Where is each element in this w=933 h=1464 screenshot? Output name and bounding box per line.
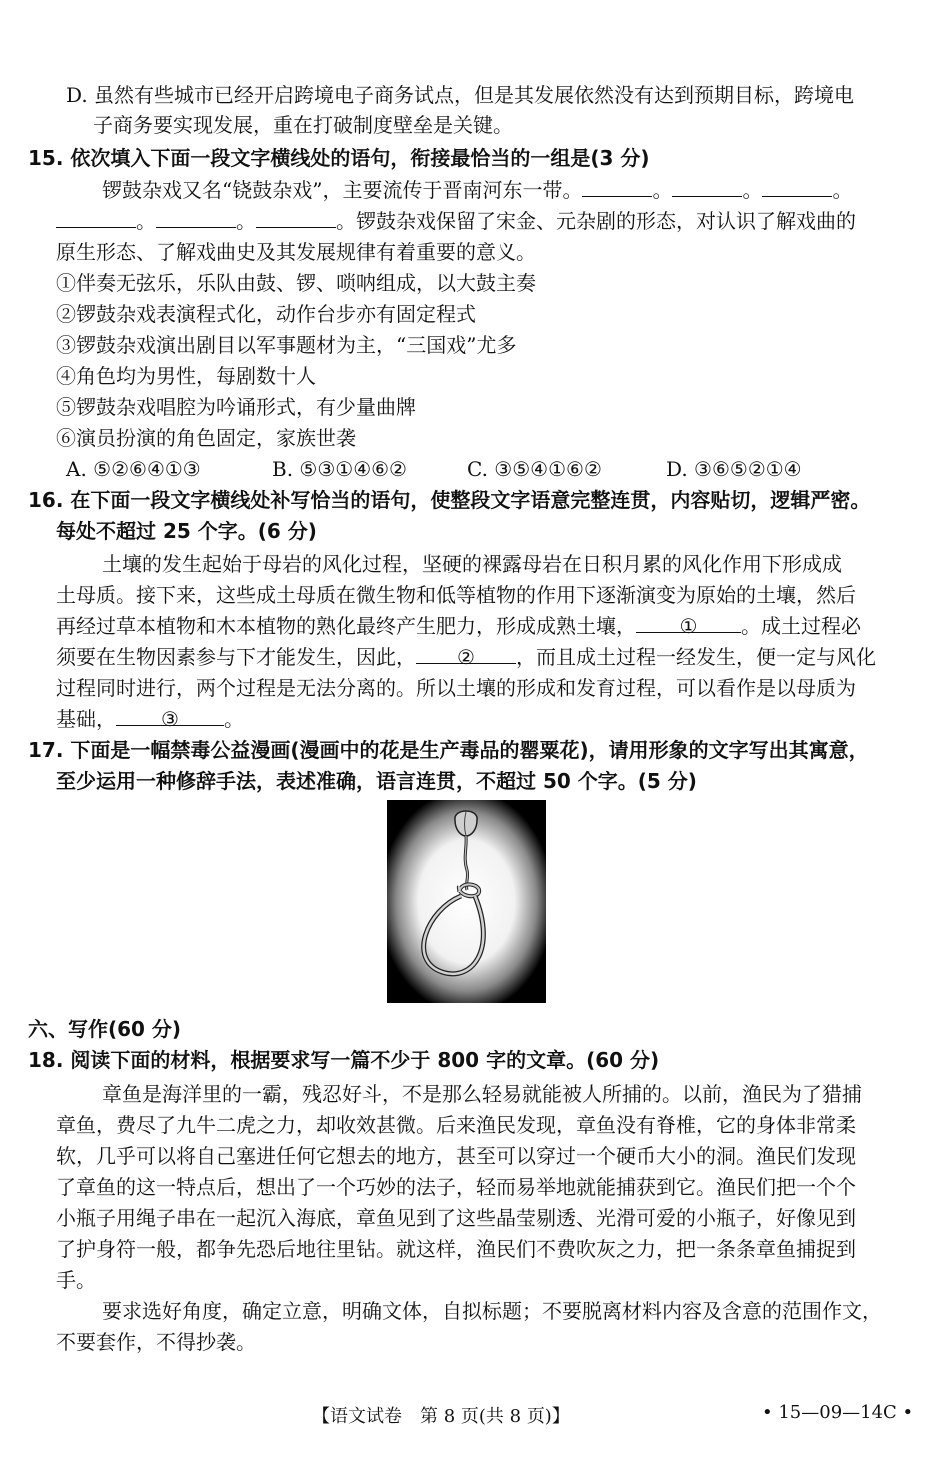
q16-para-line5: 过程同时进行，两个过程是无法分离的。所以土壤的形成和发育过程，可以看作是以母质为 (56, 676, 856, 700)
q18-material-line7: 手。 (56, 1268, 96, 1292)
q18-material-line4: 了章鱼的这一特点后，想出了一个巧妙的法子，轻而易举地就能捕获到它。渔民们把一个个 (56, 1175, 856, 1199)
q15-option-c: C. ③⑤④①⑥② (467, 457, 602, 481)
q16-para-line6: 基础， ③ 。 (56, 707, 244, 731)
q15-blank (762, 178, 832, 197)
q18-material-line1: 章鱼是海洋里的一霸，残忍好斗，不是那么轻易就能被人所捕的。以前，渔民为了猎捕 (102, 1082, 862, 1106)
q15-paragraph-end: 原生形态、了解戏曲史及其发展规律有着重要的意义。 (56, 240, 536, 264)
q15-blank (256, 209, 336, 228)
q15-paragraph-start: 锣鼓杂戏又名“铙鼓杂戏”，主要流传于晋南河东一带。 (102, 178, 583, 202)
q15-blank (156, 209, 236, 228)
q18-requirement-line2: 不要套作，不得抄袭。 (56, 1330, 256, 1354)
q18-material-line6: 了护身符一般，都争先恐后地往里钻。就这样，渔民们不费吹灰之力，把一条条章鱼捕捉到 (56, 1237, 856, 1261)
q16-blank-1: ① (636, 614, 741, 633)
q15-item-2: ②锣鼓杂戏表演程式化，动作台步亦有固定程式 (56, 302, 476, 326)
q16-para-line4: 须要在生物因素参与下才能发生，因此， ② ，而且成土过程一经发生，便一定与风化 (56, 645, 876, 669)
q18-stem: 18. 阅读下面的材料，根据要求写一篇不少于 800 字的文章。(60 分) (28, 1048, 660, 1072)
q15-paragraph-mid: 锣鼓杂戏保留了宋金、元杂剧的形态，对认识了解戏曲的 (356, 209, 856, 233)
q15-option-d: D. ③⑥⑤②①④ (666, 457, 802, 481)
q16-stem-line1: 16. 在下面一段文字横线处补写恰当的语句，使整段文字语意完整连贯，内容贴切，逻辑严密。 (28, 488, 871, 512)
q14-option-d-line2: 子商务要实现发展，重在打破制度壁垒是关键。 (93, 113, 513, 137)
q15-option-b: B. ⑤③①④⑥② (272, 457, 407, 481)
q15-item-6: ⑥演员扮演的角色固定，家族世袭 (56, 426, 356, 450)
q16-para-line2: 土母质。接下来，这些成土母质在微生物和低等植物的作用下逐渐演变为原始的土壤，然后 (56, 583, 856, 607)
q14-option-d-line1: D. 虽然有些城市已经开启跨境电子商务试点，但是其发展依然没有达到预期目标，跨境电 (66, 83, 855, 107)
page-footer: 【语文试卷 第 8 页(共 8 页)】 (312, 1406, 570, 1427)
q16-stem-line2: 每处不超过 25 个字。(6 分) (56, 519, 317, 543)
q18-material-line5: 小瓶子用绳子串在一起沉入海底，章鱼见到了这些晶莹剔透、光滑可爱的小瓶子，好像见到 (56, 1206, 856, 1230)
q15-paragraph-line1: 锣鼓杂戏又名“铙鼓杂戏”，主要流传于晋南河东一带。 。 。 。 (102, 178, 853, 202)
q16-blank-3: ③ (116, 707, 224, 726)
q15-item-4: ④角色均为男性，每剧数十人 (56, 364, 316, 388)
q18-material-line2: 章鱼，费尽了九牛二虎之力，却收效甚微。后来渔民发现，章鱼没有脊椎，它的身体非常柔 (56, 1113, 856, 1137)
q17-stem-line1: 17. 下面是一幅禁毒公益漫画(漫画中的花是生产毒品的罂粟花)，请用形象的文字写出其寓意， (28, 738, 869, 762)
q15-blank (56, 209, 136, 228)
q15-blank (582, 178, 652, 197)
q15-paragraph-line2: 。 。 。锣鼓杂戏保留了宋金、元杂剧的形态，对认识了解戏曲的 (56, 209, 856, 233)
q15-stem: 15. 依次填入下面一段文字横线处的语句，衔接最恰当的一组是(3 分) (28, 146, 650, 170)
q16-para-line1: 土壤的发生起始于母岩的风化过程，坚硬的裸露母岩在日积月累的风化作用下形成成 (102, 552, 842, 576)
q15-item-3: ③锣鼓杂戏演出剧目以军事题材为主，“三国戏”尤多 (56, 333, 517, 357)
anti-drug-cartoon (387, 800, 546, 1003)
q16-para-line3: 再经过草本植物和木本植物的熟化最终产生肥力，形成成熟土壤， ① 。成土过程必 (56, 614, 861, 638)
q17-stem-line2: 至少运用一种修辞手法，表述准确，语言连贯，不超过 50 个字。(5 分) (56, 769, 697, 793)
q15-item-1: ①伴奏无弦乐，乐队由鼓、锣、唢呐组成，以大鼓主奏 (56, 271, 536, 295)
poppy-noose-illustration (387, 800, 546, 1003)
q15-option-a: A. ⑤②⑥④①③ (66, 457, 201, 481)
q18-material-line3: 软，几乎可以将自己塞进任何它想去的地方，甚至可以穿过一个硬币大小的洞。渔民们发现 (56, 1144, 856, 1168)
q15-item-5: ⑤锣鼓杂戏唱腔为吟诵形式，有少量曲牌 (56, 395, 416, 419)
q16-blank-2: ② (416, 645, 516, 664)
exam-code: • 15—09—14C • (762, 1402, 914, 1423)
section6-title: 六、写作(60 分) (28, 1017, 182, 1041)
q15-blank (672, 178, 742, 197)
q18-requirement-line1: 要求选好角度，确定立意，明确文体，自拟标题；不要脱离材料内容及含意的范围作文， (102, 1299, 882, 1323)
